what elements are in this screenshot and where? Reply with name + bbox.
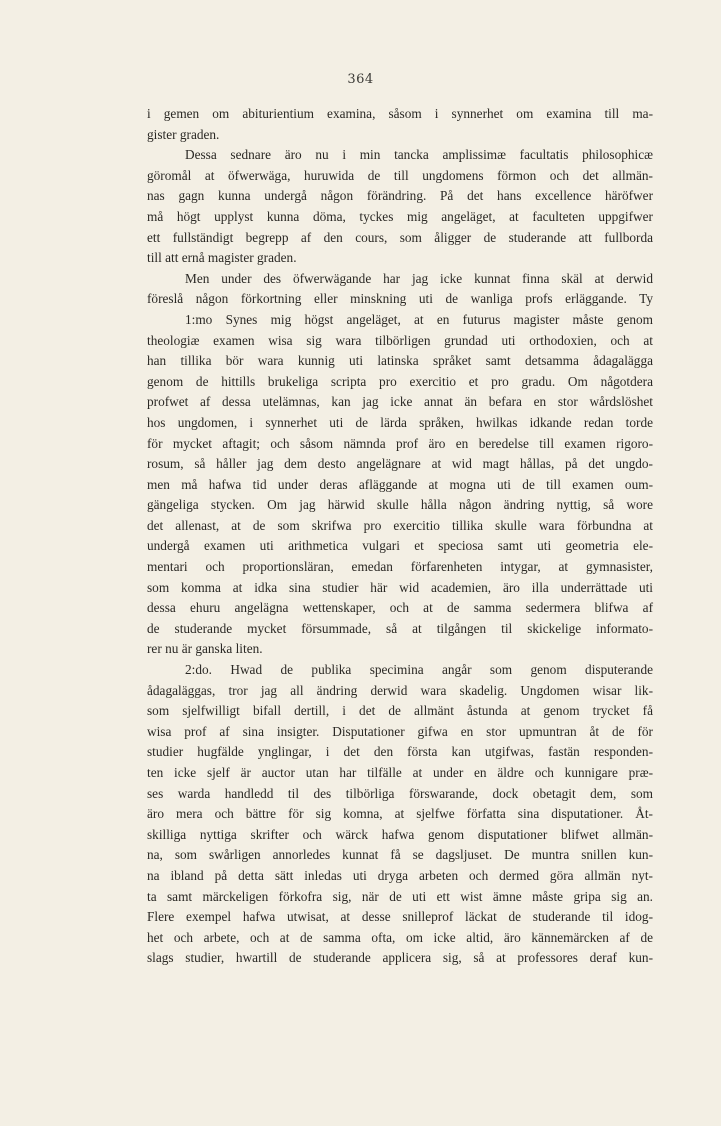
- text-line: wisa prof af sina insigter. Disputationer gifwa en stor upmuntran åt de för: [147, 723, 653, 739]
- text-line: dessa ehuru angelägna wettenskaper, och at de samma sedermera blifwa af: [147, 600, 653, 616]
- text-line: Men under des öfwerwägande har jag icke kunnat finna skäl at derwid: [185, 270, 653, 286]
- text-line: ten icke sjelf är auctor utan har tilfälle at under en äldre och kunnigare præ-: [147, 765, 653, 780]
- text-line: mentari och proportionsläran, emedan förfarenheten intygar, at gymnasister,: [147, 559, 653, 575]
- text-line: ett fullständigt begrepp af den cours, som åligger de studerande att fullborda: [147, 229, 653, 245]
- body-text: [147, 104, 653, 969]
- text-line: Flere exempel hafwa utwisat, at desse snilleprof läckat de studerande til idog-: [147, 909, 653, 925]
- text-line: rer nu är ganska liten.: [147, 641, 263, 657]
- text-line: na ibland på detta sätt inledas uti dryga arbeten och dermed göra allmän nyt-: [147, 867, 653, 883]
- text-line: till att ernå magister graden.: [147, 250, 297, 266]
- text-line: slags studier, hwartill de studerande applicera sig, så at professores deraf kun-: [147, 950, 653, 966]
- text-line: hos ungdomen, i synnerhet uti de lärda språken, hwilkas idkande redan torde: [147, 414, 653, 430]
- text-line: i gemen om abiturientium examina, såsom i synnerhet om examina till ma-: [147, 106, 653, 121]
- page-number: 364: [347, 72, 374, 87]
- text-line: het och arbete, och at de samma ofta, om icke altid, äro kännemärcken af de: [147, 929, 653, 945]
- text-line: som komma at idka sina studier här wid academien, äro illa underrättade uti: [147, 579, 653, 595]
- text-line: rosum, så håller jag dem desto angelägnare at wid magt hållas, på det ungdo-: [147, 456, 653, 472]
- text-line: profwet af dessa utelämnas, kan jag icke annat än befara en stor wårdslöshet: [147, 394, 653, 410]
- text-line: nas gagn kunna undergå någon förändring. På det hans excellence häröfwer: [147, 188, 653, 204]
- text-line: för mycket aftagit; och såsom nämnda prof äro en beredelse till examen rigoro-: [147, 435, 653, 451]
- text-line: ådagaläggas, tror jag all ändring derwid wara skadelig. Ungdomen wisar lik-: [147, 682, 653, 698]
- text-line: genom de hittills brukeliga scripta pro exercitio et pro gradu. Om någotdera: [147, 373, 653, 389]
- text-line: 2:do. Hwad de publika specimina angår som genom disputerande: [185, 662, 653, 678]
- text-line: men må hafwa tid under deras afläggande at mogna uti de till examen oum-: [147, 476, 653, 492]
- text-line: ses warda handledd til des tilbörliga förswarande, dock obetagit dem, som: [147, 785, 653, 801]
- text-line: undergå examen uti arithmetica vulgari et speciosa samt uti geometria ele-: [147, 538, 653, 554]
- text-line: de studerande mycket försummade, så at tilgången til skickelige informato-: [147, 620, 653, 636]
- text-line: studier hugfälde ynglingar, i det den första kan utgifwas, fastän responden-: [147, 744, 653, 760]
- text-line: gister graden.: [147, 126, 220, 142]
- text-line: det allenast, at de som skrifwa pro exercitio tillika skulle wara förbundna at: [147, 517, 653, 533]
- text-line: göromål at öfwerwäga, huruwida de till ungdomens förmon och det allmän-: [147, 167, 653, 183]
- text-line: Dessa sednare äro nu i min tancka amplissimæ facultatis philosophicæ: [185, 147, 653, 163]
- text-line: skilliga nyttiga skrifter och wärck hafwa genom disputationer blifwet allmän-: [147, 826, 653, 842]
- text-line: ta samt märckeligen förkofra sig, när de uti ett wist ämne måste gripa sig an.: [147, 888, 653, 904]
- text-line: gängeliga stycken. Om jag härwid skulle hålla någon ändring nyttig, så wore: [147, 497, 653, 513]
- text-line: föreslå någon förkortning eller minskning uti de wanliga profs erläggande. Ty: [147, 291, 653, 307]
- text-line: han tillika bör wara kunnig uti latinska språket samt detsamma ådagalägga: [147, 353, 653, 369]
- text-line: theologiæ examen wisa sig wara tilbörligen grundad uti orthodoxien, och at: [147, 332, 653, 348]
- text-line: 1:mo Synes mig högst angeläget, at en futurus magister måste genom: [185, 311, 653, 327]
- text-line: må högt upplyst kunna döma, tyckes mig angeläget, at faculteten uppgifwer: [147, 208, 653, 224]
- text-line: na, som swårligen annorledes kunnat få se dagsljuset. De muntra snillen kun-: [147, 847, 653, 863]
- text-line: som sjelfwilligt bifall dertill, i det de allmänt åstunda at genom trycket få: [147, 703, 653, 719]
- text-line: äro mera och bättre för sig komna, at sjelfwe författa sina disputationer. Åt-: [147, 806, 653, 822]
